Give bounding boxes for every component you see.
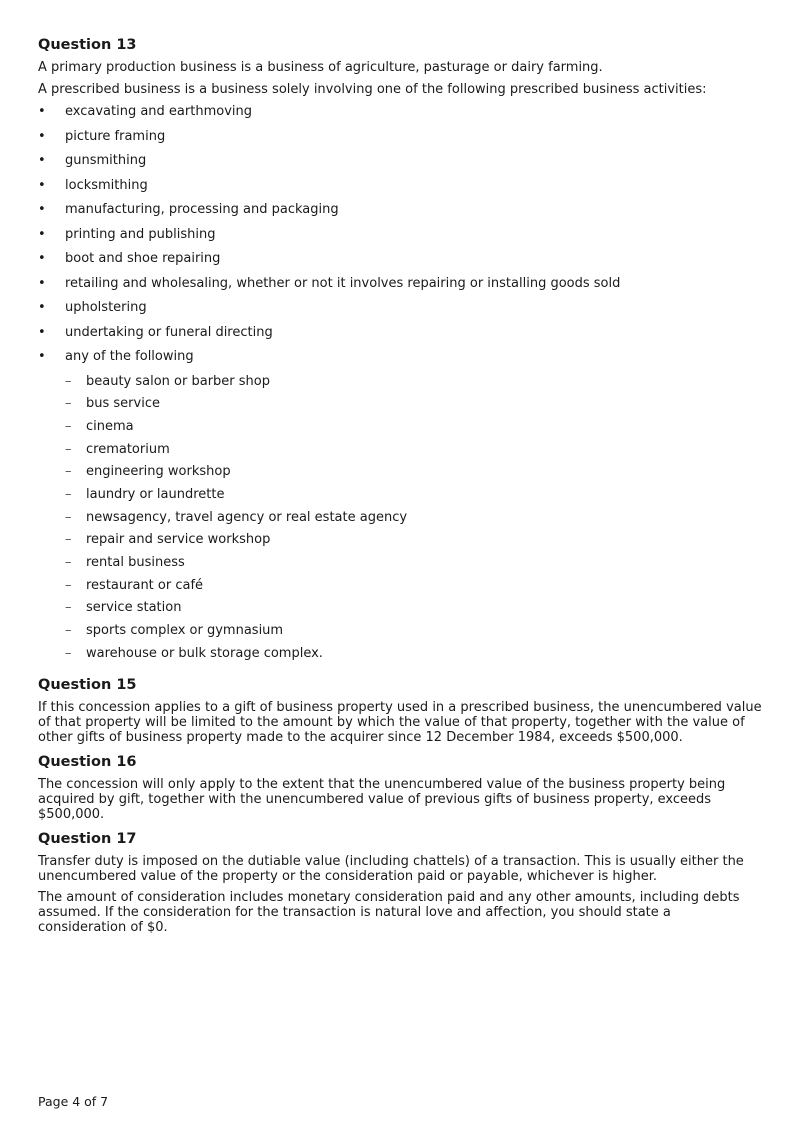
sublist-item: [38, 555, 762, 578]
list-item: [38, 300, 762, 325]
bullet-marker: •: [38, 202, 46, 217]
list-item: [38, 104, 762, 129]
dash-marker: –: [65, 486, 72, 502]
sublist-item: [38, 442, 762, 465]
bullet-marker: •: [38, 300, 46, 315]
sublist-item: [38, 532, 762, 555]
list-item: [38, 202, 762, 227]
list-item: [38, 349, 762, 374]
primary-production-definition: A primary production business is a business of agriculture, pasturage or dairy farming.: [38, 60, 603, 75]
dash-marker: –: [65, 623, 72, 639]
list-item: [38, 153, 762, 178]
sublist-item: [38, 578, 762, 601]
question-15-section: [38, 676, 762, 745]
sublist-item: [38, 600, 762, 623]
question-13-heading: Question 13: [38, 37, 137, 53]
list-item: [38, 129, 762, 154]
list-item: [38, 251, 762, 276]
sublist-item-text: service station: [86, 600, 182, 616]
list-item: [38, 276, 762, 301]
document-page: [38, 36, 762, 941]
list-item: [38, 325, 762, 350]
question-17-section: [38, 830, 762, 935]
bullet-marker: •: [38, 153, 46, 168]
sublist-item-text: repair and service workshop: [86, 532, 271, 548]
question-17-paragraph-2: The amount of consideration includes monetary consideration paid and any other amounts, including debts assumed. If the consideration for the transaction is natural love and affection, you should state a consideration of $0.: [38, 890, 740, 936]
bullet-marker: •: [38, 226, 46, 242]
dash-marker: –: [65, 600, 72, 616]
list-item: [38, 178, 762, 203]
question-15-heading: Question 15: [38, 677, 137, 694]
sublist-item: [38, 623, 762, 646]
list-item-text: retailing and wholesaling, whether or not it involves repairing or installing goods sold: [65, 275, 621, 291]
bullet-marker: •: [38, 349, 46, 364]
list-item-text: picture framing: [65, 128, 166, 144]
list-item-text: excavating and earthmoving: [65, 104, 252, 119]
bullet-marker: •: [38, 324, 46, 340]
bullet-marker: •: [38, 104, 46, 119]
bullet-marker: •: [38, 251, 46, 266]
list-item-text: upholstering: [65, 300, 147, 315]
dash-marker: –: [65, 645, 72, 661]
question-16-heading: Question 16: [38, 754, 137, 771]
list-item-text: undertaking or funeral directing: [65, 324, 273, 340]
list-item-text: boot and shoe repairing: [65, 251, 221, 266]
sublist-item: [38, 646, 762, 669]
dash-marker: –: [65, 396, 72, 412]
list-item-text: any of the following: [65, 349, 194, 364]
sublist-item: [38, 487, 762, 510]
dash-marker: –: [65, 464, 72, 480]
dash-marker: –: [65, 532, 72, 548]
sublist-item-text: crematorium: [86, 441, 170, 457]
sublist-item-text: newsagency, travel agency or real estate agency: [86, 509, 408, 525]
sublist-item-text: bus service: [86, 396, 160, 412]
prescribed-business-definition: A prescribed business is a business solely involving one of the following prescribed business activities:: [38, 82, 707, 97]
dash-marker: –: [65, 373, 72, 389]
list-item-text: printing and publishing: [65, 226, 216, 242]
dash-marker: –: [65, 441, 72, 457]
sublist-item-text: restaurant or café: [86, 577, 204, 593]
prescribed-activities-list: [38, 104, 762, 374]
sublist-item: [38, 464, 762, 487]
question-17-paragraph-1: Transfer duty is imposed on the dutiable value (including chattels) of a transaction. This is usually either the unencumbered value of the property or the consideration paid or payable, whichever is higher.: [38, 854, 744, 885]
list-item-text: manufacturing, processing and packaging: [65, 202, 339, 217]
dash-marker: –: [65, 555, 72, 570]
sublist-item: [38, 374, 762, 397]
question-15-paragraph: If this concession applies to a gift of business property used in a prescribed business, the unencumbered value of that property will be limited to the amount by which the value of that property, together with the value of other gifts of business property made to the acquirer since 12 December 1984, exceeds $500,000.: [38, 700, 762, 746]
list-item-text: gunsmithing: [65, 153, 147, 168]
sublist-item-text: laundry or laundrette: [86, 486, 225, 502]
sublist-item: [38, 510, 762, 533]
bullet-marker: •: [38, 128, 46, 144]
sublist-item-text: engineering workshop: [86, 464, 231, 480]
sublist-item-text: sports complex or gymnasium: [86, 623, 284, 639]
sublist-item-text: beauty salon or barber shop: [86, 373, 270, 389]
question-16-paragraph: The concession will only apply to the extent that the unencumbered value of the business property being acquired by gift, together with the unencumbered value of previous gifts of business property, exceeds $500,000.: [38, 777, 726, 823]
list-item-text: locksmithing: [65, 177, 148, 193]
question-13-section: [38, 36, 762, 668]
question-16-section: [38, 753, 762, 822]
page-number: Page 4 of 7: [38, 1094, 109, 1109]
sublist-item-text: rental business: [86, 555, 185, 570]
sublist-item-text: cinema: [86, 418, 134, 434]
question-17-heading: Question 17: [38, 831, 137, 848]
sublist-item: [38, 419, 762, 442]
other-activities-sublist: [38, 374, 762, 669]
dash-marker: –: [65, 509, 72, 525]
bullet-marker: •: [38, 275, 46, 291]
list-item: [38, 227, 762, 252]
sublist-item: [38, 396, 762, 419]
dash-marker: –: [65, 577, 72, 593]
dash-marker: –: [65, 418, 72, 434]
sublist-item-text: warehouse or bulk storage complex.: [86, 645, 323, 661]
bullet-marker: •: [38, 177, 46, 193]
